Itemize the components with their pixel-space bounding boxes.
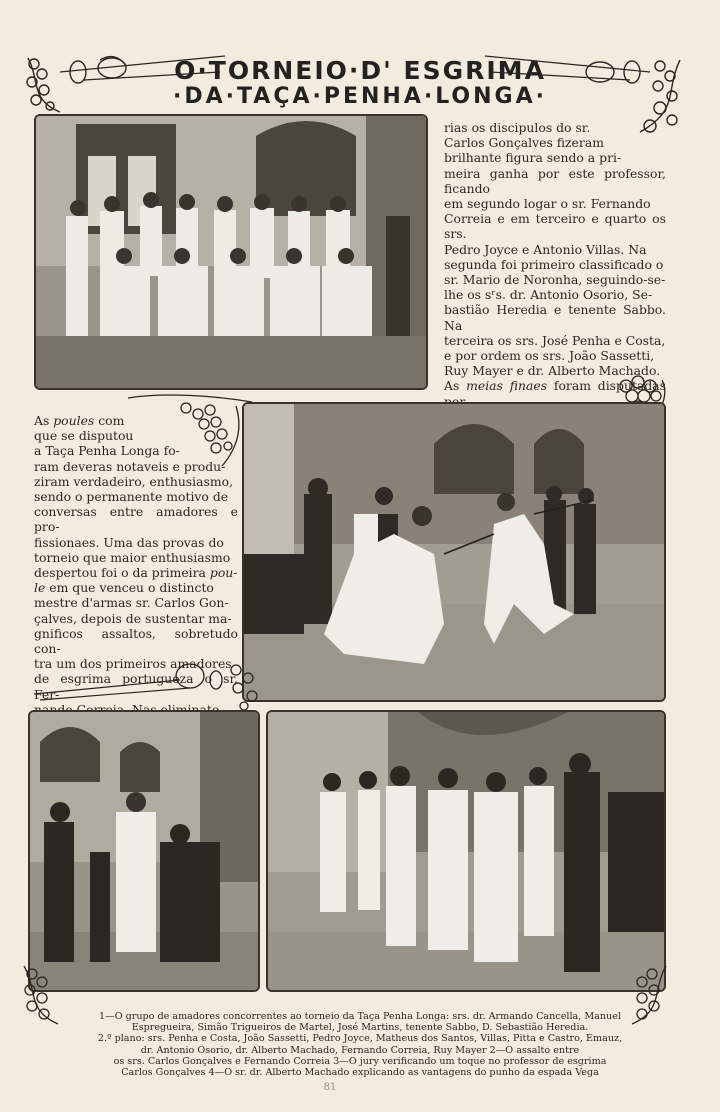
text-line: bastião Heredia e tenente Sabbo. Na bbox=[444, 302, 666, 333]
text-line: Carlos Gonçalves fizeram bbox=[444, 135, 604, 151]
text-line: e por ordem os srs. João Sassetti, bbox=[444, 348, 655, 364]
grape-ornament-bottom-left-icon bbox=[18, 960, 78, 1030]
text-span: foram disputadas bbox=[553, 378, 666, 394]
caption-line: 1—O grupo de amadores concorrentes ao torneio da Taça Penha Longa: srs. dr. Armando Cancella, Manuel bbox=[99, 1011, 621, 1022]
text-line: torneio que maior enthusiasmo bbox=[34, 549, 231, 565]
text-line: tra um dos primeiros amadores bbox=[34, 656, 232, 672]
text-span: As bbox=[444, 378, 467, 394]
text-line: sendo o permanente motivo de bbox=[34, 489, 229, 505]
text-span: em que venceu o distincto bbox=[45, 580, 214, 596]
photo-caption bbox=[80, 1011, 640, 1078]
foil-ornament-icon bbox=[30, 654, 270, 714]
photo-fencing-bout bbox=[242, 402, 666, 702]
italic-term: meias finaes bbox=[466, 378, 548, 394]
caption-line: os srs. Carlos Gonçalves e Fernando Correia 3—O jury verificando um toque no professor de esgrima bbox=[113, 1055, 607, 1067]
headline-line-2: ·DA·TAÇA·PENHA·LONGA· bbox=[172, 84, 547, 109]
text-line bbox=[34, 565, 238, 580]
text-line: que se disputou bbox=[34, 428, 134, 444]
text-line: Pedro Joyce e Antonio Villas. Na bbox=[444, 241, 647, 257]
caption-line: Carlos Gonçalves 4—O sr. dr. Alberto Machado explicando as vantagens do punho da espada Vega bbox=[121, 1067, 599, 1079]
photo-group-of-fencers bbox=[34, 114, 428, 390]
italic-term: pou- bbox=[209, 565, 238, 581]
text-line: Correia e em terceiro e quarto os srs. bbox=[444, 211, 666, 242]
text-span: despertou foi o da primeira bbox=[34, 565, 210, 581]
text-line: çalves, depois de sustentar ma- bbox=[34, 610, 232, 626]
text-line: em segundo logar o sr. Fernando bbox=[444, 196, 651, 212]
text-line: terceira os srs. José Penha e Costa, bbox=[444, 332, 666, 348]
italic-term: poules bbox=[53, 413, 95, 428]
text-line: meira ganha por este professor, ficando bbox=[444, 165, 666, 196]
text-line bbox=[34, 580, 238, 595]
text-line: Ruy Mayer e dr. Alberto Machado. bbox=[444, 363, 661, 379]
text-line: a Taça Penha Longa fo- bbox=[34, 443, 180, 459]
text-line: sr. Mario de Noronha, seguindo-se- bbox=[444, 272, 666, 288]
text-line: gnificos assaltos, sobretudo con- bbox=[34, 625, 238, 657]
caption-line: Espregueira, Simão Trigueiros de Martel, José Martins, tenente Sabbo, D. Sebastião Heredia. bbox=[131, 1022, 589, 1034]
caption-line: dr. Antonio Osorio, dr. Alberto Machado, Fernando Correia, Ruy Mayer 2—O assalto entre bbox=[140, 1044, 580, 1056]
photo-jury-verifying-touch bbox=[28, 710, 260, 992]
caption-line: 2.º plano: srs. Penha e Costa, João Sassetti, Pedro Joyce, Matheus dos Santos, Villas, Pitta e Castro, Emauz, bbox=[97, 1033, 623, 1045]
text-line: brilhante figura sendo a pri- bbox=[444, 150, 622, 166]
text-line: segunda foi primeiro classificado o bbox=[444, 256, 664, 272]
text-span: com bbox=[94, 413, 125, 428]
italic-term: le bbox=[34, 580, 46, 596]
page-number: 81 bbox=[323, 1082, 337, 1093]
text-line: fissionaes. Uma das provas do bbox=[34, 534, 224, 550]
text-span: As bbox=[34, 413, 54, 428]
headline-line-1: O·TORNEIO·D' ESGRIMA bbox=[174, 56, 546, 85]
text-line: ram deveras notaveis e produ- bbox=[34, 458, 226, 474]
text-line: conversas entre amadores e pro- bbox=[34, 504, 238, 535]
text-line: de esgrima portugueza o sr. Fer- bbox=[34, 671, 238, 702]
text-line: ziram verdadeiro, enthusiasmo, bbox=[34, 473, 234, 489]
photo-explaining-sword-grip bbox=[266, 710, 666, 992]
text-line: rias os discipulos do sr. bbox=[444, 120, 591, 135]
text-line bbox=[34, 413, 238, 428]
text-line: mestre d'armas sr. Carlos Gon- bbox=[34, 595, 229, 611]
text-line: lhe os sʳs. dr. Antonio Osorio, Se- bbox=[444, 287, 653, 303]
